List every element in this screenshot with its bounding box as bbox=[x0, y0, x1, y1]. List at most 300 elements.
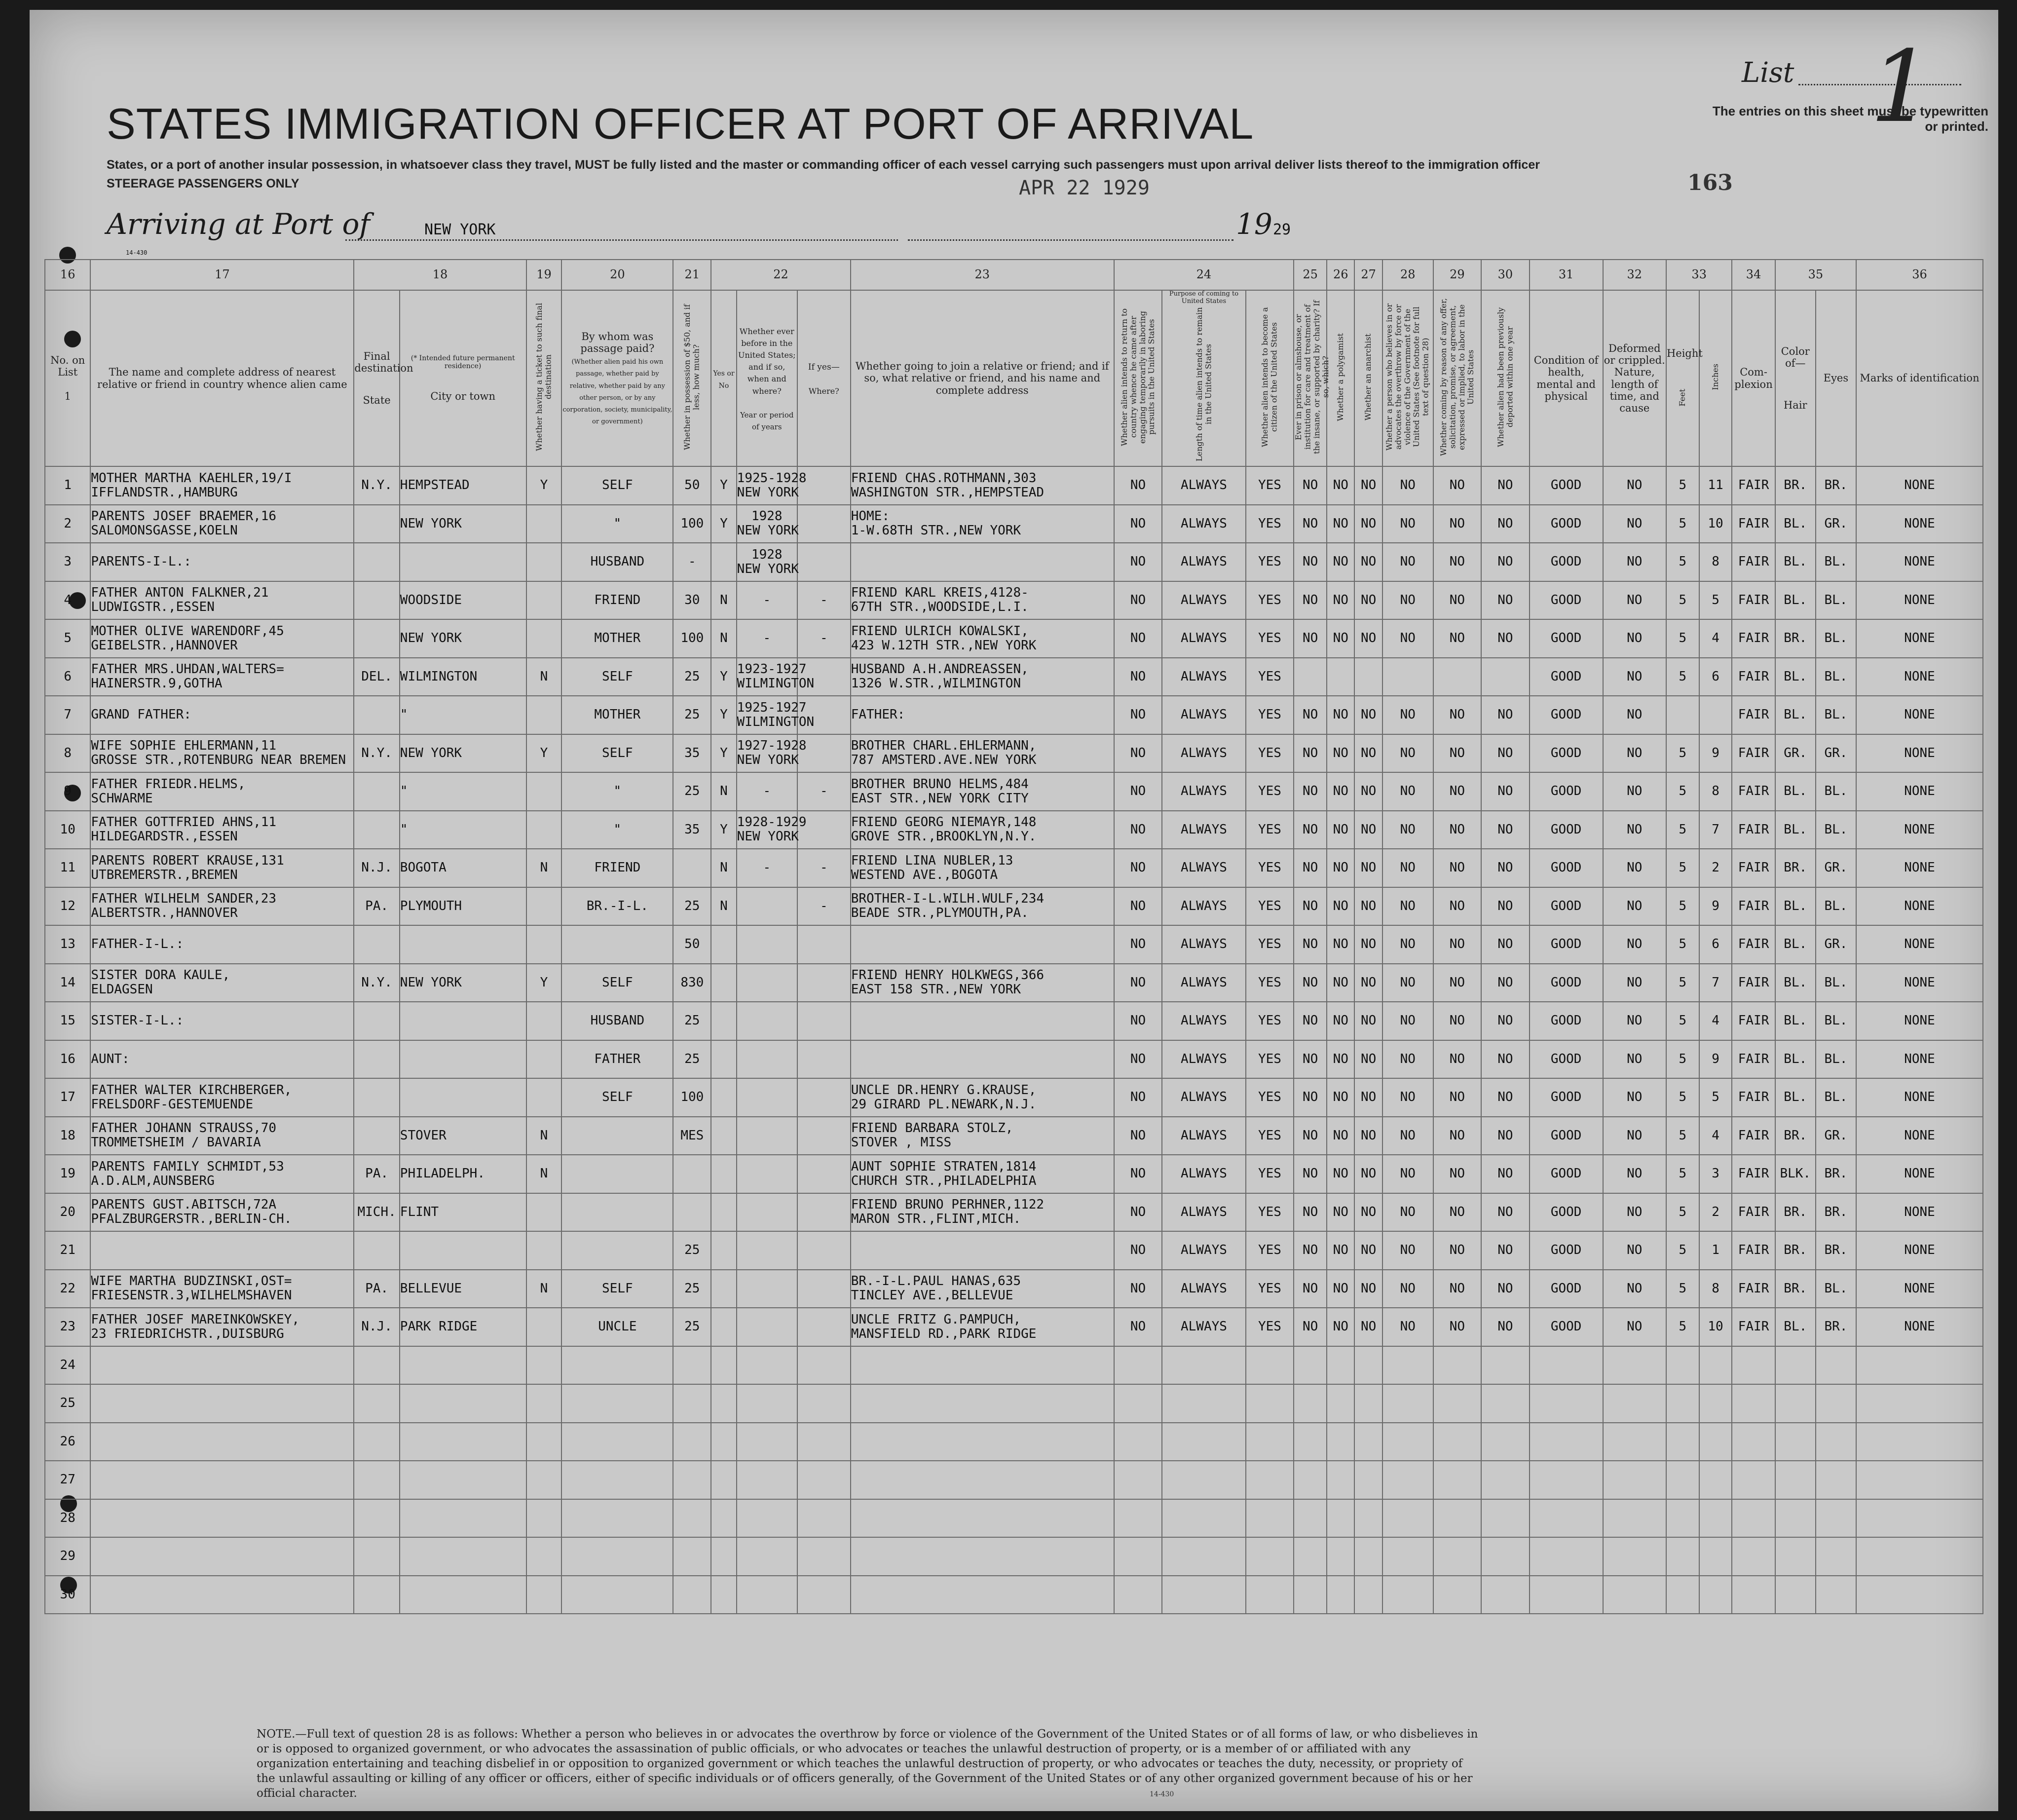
cell-feet bbox=[1666, 696, 1699, 734]
cell-eyes: BL. bbox=[1816, 964, 1856, 1002]
cell-where bbox=[797, 1270, 851, 1308]
cell-where bbox=[797, 1040, 851, 1079]
cell-join: BROTHER BRUNO HELMS,484 EAST STR.,NEW YORK CITY bbox=[851, 772, 1114, 811]
cell-p2: ALWAYS bbox=[1162, 466, 1245, 505]
cell-rel: WIFE MARTHA BUDZINSKI,OST= FRIESENSTR.3,WILHELMSHAVEN bbox=[90, 1270, 354, 1308]
cell-join: FRIEND BRUNO PERHNER,1122 MARON STR.,FLINT,MICH. bbox=[851, 1193, 1114, 1232]
cell-p3: YES bbox=[1246, 1040, 1294, 1079]
cell-marks bbox=[1856, 1576, 1983, 1614]
cell-q25: NO bbox=[1294, 1231, 1327, 1270]
cell-deformed: NO bbox=[1603, 619, 1666, 658]
cell-rel bbox=[90, 1423, 354, 1461]
cell-q27 bbox=[1354, 1423, 1382, 1461]
cell-state bbox=[354, 1117, 399, 1155]
cell-feet bbox=[1666, 1499, 1699, 1538]
cell-years bbox=[737, 1193, 797, 1232]
cell-q29: NO bbox=[1433, 505, 1482, 543]
cell-no: 2 bbox=[45, 505, 90, 543]
cell-years bbox=[737, 1002, 797, 1040]
cell-no: 14 bbox=[45, 964, 90, 1002]
cell-rel: FATHER GOTTFRIED AHNS,11 HILDEGARDSTR.,ESSEN bbox=[90, 811, 354, 849]
cell-marks bbox=[1856, 1384, 1983, 1423]
cell-q25: NO bbox=[1294, 581, 1327, 620]
table-row bbox=[45, 1117, 1983, 1155]
cell-complexion: FAIR bbox=[1732, 1117, 1775, 1155]
cell-money: 830 bbox=[673, 964, 711, 1002]
cell-paid: SELF bbox=[561, 1078, 673, 1117]
cell-join: BROTHER CHARL.EHLERMANN, 787 AMSTERD.AVE.NEW YORK bbox=[851, 734, 1114, 773]
cell-health: GOOD bbox=[1530, 887, 1603, 926]
cell-money: 35 bbox=[673, 734, 711, 773]
col-num: 30 bbox=[1481, 260, 1530, 290]
cell-inches: 1 bbox=[1699, 1231, 1732, 1270]
col-num: 28 bbox=[1382, 260, 1433, 290]
cell-years: - bbox=[737, 581, 797, 620]
cell-money: 100 bbox=[673, 619, 711, 658]
cell-complexion bbox=[1732, 1384, 1775, 1423]
header-money: Whether in possession of $50, and if less, how much? bbox=[673, 290, 711, 466]
cell-join bbox=[851, 1423, 1114, 1461]
cell-health: GOOD bbox=[1530, 466, 1603, 505]
cell-years bbox=[737, 1155, 797, 1193]
cell-state bbox=[354, 811, 399, 849]
cell-complexion: FAIR bbox=[1732, 1193, 1775, 1232]
list-number: 1 bbox=[1870, 30, 1933, 145]
cell-join: BR.-I-L.PAUL HANAS,635 TINCLEY AVE.,BELLEVUE bbox=[851, 1270, 1114, 1308]
cell-q30 bbox=[1481, 1384, 1530, 1423]
cell-q26: NO bbox=[1327, 505, 1354, 543]
cell-hair: BR. bbox=[1775, 1117, 1816, 1155]
cell-hair bbox=[1775, 1576, 1816, 1614]
cell-health: GOOD bbox=[1530, 581, 1603, 620]
cell-q25 bbox=[1294, 658, 1327, 696]
cell-deformed: NO bbox=[1603, 1231, 1666, 1270]
cell-paid bbox=[561, 1155, 673, 1193]
cell-feet: 5 bbox=[1666, 1155, 1699, 1193]
cell-q25 bbox=[1294, 1576, 1327, 1614]
cell-p1: NO bbox=[1114, 1270, 1162, 1308]
cell-feet: 5 bbox=[1666, 581, 1699, 620]
cell-money: 25 bbox=[673, 1308, 711, 1346]
cell-p3: YES bbox=[1246, 925, 1294, 964]
cell-q28: NO bbox=[1382, 734, 1433, 773]
cell-inches bbox=[1699, 1384, 1732, 1423]
cell-paid: SELF bbox=[561, 658, 673, 696]
cell-eyes: BR. bbox=[1816, 1155, 1856, 1193]
cell-p3: YES bbox=[1246, 1193, 1294, 1232]
cell-hair: BL. bbox=[1775, 925, 1816, 964]
cell-city: NEW YORK bbox=[400, 505, 526, 543]
cell-before: N bbox=[711, 887, 736, 926]
cell-q27: NO bbox=[1354, 964, 1382, 1002]
cell-marks: NONE bbox=[1856, 658, 1983, 696]
cell-before bbox=[711, 964, 736, 1002]
cell-city bbox=[400, 1040, 526, 1079]
cell-rel bbox=[90, 1346, 354, 1385]
cell-q26 bbox=[1327, 1537, 1354, 1576]
cell-rel: MOTHER MARTHA KAEHLER,19/I IFFLANDSTR.,HAMBURG bbox=[90, 466, 354, 505]
cell-p1 bbox=[1114, 1537, 1162, 1576]
port-line bbox=[345, 239, 898, 241]
cell-p3: YES bbox=[1246, 619, 1294, 658]
cell-no: 18 bbox=[45, 1117, 90, 1155]
cell-q27: NO bbox=[1354, 543, 1382, 581]
cell-state: N.Y. bbox=[354, 466, 399, 505]
cell-health: GOOD bbox=[1530, 1040, 1603, 1079]
cell-p3: YES bbox=[1246, 1117, 1294, 1155]
cell-deformed: NO bbox=[1603, 1193, 1666, 1232]
cell-health: GOOD bbox=[1530, 1002, 1603, 1040]
cell-complexion: FAIR bbox=[1732, 887, 1775, 926]
cell-state bbox=[354, 1576, 399, 1614]
cell-inches: 4 bbox=[1699, 1117, 1732, 1155]
cell-before bbox=[711, 1384, 736, 1423]
cell-ticket bbox=[526, 1499, 562, 1538]
intro-text: States, or a port of another insular possession, in whatsoever class they travel, MUST be fully listed and the master or commanding officer of each vessel carrying such passengers must upon arrival deliver lists thereof to the immigration officer bbox=[107, 158, 1540, 172]
cell-q28: NO bbox=[1382, 849, 1433, 887]
cell-no: 23 bbox=[45, 1308, 90, 1346]
cell-no: 15 bbox=[45, 1002, 90, 1040]
cell-ticket bbox=[526, 1461, 562, 1499]
cell-before: Y bbox=[711, 811, 736, 849]
cell-state bbox=[354, 581, 399, 620]
cell-deformed: NO bbox=[1603, 925, 1666, 964]
cell-hair: BLK. bbox=[1775, 1155, 1816, 1193]
cell-paid bbox=[561, 1423, 673, 1461]
header-state: Final destination State bbox=[354, 290, 399, 466]
cell-marks: NONE bbox=[1856, 1040, 1983, 1079]
col-num: 25 bbox=[1294, 260, 1327, 290]
cell-ticket: N bbox=[526, 1117, 562, 1155]
cell-before bbox=[711, 1193, 736, 1232]
cell-hair: BL. bbox=[1775, 505, 1816, 543]
cell-city bbox=[400, 1384, 526, 1423]
cell-no: 16 bbox=[45, 1040, 90, 1079]
cell-rel: WIFE SOPHIE EHLERMANN,11 GROSSE STR.,ROTENBURG NEAR BREMEN bbox=[90, 734, 354, 773]
cell-rel: FATHER JOSEF MAREINKOWSKEY, 23 FRIEDRICHSTR.,DUISBURG bbox=[90, 1308, 354, 1346]
cell-ticket bbox=[526, 543, 562, 581]
header-marks: Marks of identification bbox=[1856, 290, 1983, 466]
cell-ticket: N bbox=[526, 1270, 562, 1308]
cell-city: BOGOTA bbox=[400, 849, 526, 887]
cell-feet: 5 bbox=[1666, 1193, 1699, 1232]
cell-deformed: NO bbox=[1603, 1078, 1666, 1117]
cell-q28: NO bbox=[1382, 1002, 1433, 1040]
cell-city: PLYMOUTH bbox=[400, 887, 526, 926]
cell-rel: FATHER JOHANN STRAUSS,70 TROMMETSHEIM / BAVARIA bbox=[90, 1117, 354, 1155]
cell-q30: NO bbox=[1481, 1308, 1530, 1346]
table-row bbox=[45, 1270, 1983, 1308]
cell-marks: NONE bbox=[1856, 925, 1983, 964]
cell-feet: 5 bbox=[1666, 1002, 1699, 1040]
cell-q27 bbox=[1354, 1461, 1382, 1499]
cell-join bbox=[851, 1537, 1114, 1576]
cell-rel: AUNT: bbox=[90, 1040, 354, 1079]
cell-health bbox=[1530, 1576, 1603, 1614]
cell-money: 100 bbox=[673, 505, 711, 543]
cell-ticket bbox=[526, 1346, 562, 1385]
year-suffix: 29 bbox=[1273, 221, 1291, 238]
cell-eyes: BR. bbox=[1816, 466, 1856, 505]
cell-before bbox=[711, 925, 736, 964]
manifest-sheet bbox=[30, 10, 1998, 1811]
cell-paid: " bbox=[561, 505, 673, 543]
cell-join: FATHER: bbox=[851, 696, 1114, 734]
cell-rel bbox=[90, 1576, 354, 1614]
cell-no: 1 bbox=[45, 466, 90, 505]
table-row bbox=[45, 1423, 1983, 1461]
cell-join bbox=[851, 1040, 1114, 1079]
cell-p2: ALWAYS bbox=[1162, 1002, 1245, 1040]
cell-marks bbox=[1856, 1461, 1983, 1499]
table-row bbox=[45, 1155, 1983, 1193]
cell-q28 bbox=[1382, 1576, 1433, 1614]
cell-health: GOOD bbox=[1530, 1193, 1603, 1232]
cell-where bbox=[797, 964, 851, 1002]
cell-q26: NO bbox=[1327, 1155, 1354, 1193]
header-polygamist: Whether a polygamist bbox=[1327, 290, 1354, 466]
cell-state bbox=[354, 543, 399, 581]
cell-q27: NO bbox=[1354, 925, 1382, 964]
cell-q30 bbox=[1481, 1537, 1530, 1576]
cell-inches: 10 bbox=[1699, 1308, 1732, 1346]
cell-join: FRIEND KARL KREIS,4128- 67TH STR.,WOODSIDE,L.I. bbox=[851, 581, 1114, 620]
cell-no: 11 bbox=[45, 849, 90, 887]
table-row bbox=[45, 505, 1983, 543]
cell-money: 25 bbox=[673, 1002, 711, 1040]
cell-q29: NO bbox=[1433, 772, 1482, 811]
cell-rel: FATHER WALTER KIRCHBERGER, FRELSDORF-GESTEMUENDE bbox=[90, 1078, 354, 1117]
cell-q29: NO bbox=[1433, 696, 1482, 734]
cell-p1: NO bbox=[1114, 964, 1162, 1002]
col-num: 33 bbox=[1666, 260, 1732, 290]
cell-q29: NO bbox=[1433, 1040, 1482, 1079]
cell-before: Y bbox=[711, 734, 736, 773]
cell-q25: NO bbox=[1294, 1193, 1327, 1232]
cell-q30 bbox=[1481, 1423, 1530, 1461]
cell-complexion: FAIR bbox=[1732, 1270, 1775, 1308]
cell-deformed: NO bbox=[1603, 1117, 1666, 1155]
cell-q30: NO bbox=[1481, 925, 1530, 964]
cell-eyes: BL. bbox=[1816, 543, 1856, 581]
cell-years: - bbox=[737, 772, 797, 811]
table-row bbox=[45, 1193, 1983, 1232]
cell-join bbox=[851, 1461, 1114, 1499]
cell-paid: FATHER bbox=[561, 1040, 673, 1079]
cell-city bbox=[400, 1499, 526, 1538]
cell-state: PA. bbox=[354, 887, 399, 926]
cell-before bbox=[711, 1537, 736, 1576]
cell-q25 bbox=[1294, 1499, 1327, 1538]
cell-money: 25 bbox=[673, 1270, 711, 1308]
cell-hair: BL. bbox=[1775, 887, 1816, 926]
cell-deformed: NO bbox=[1603, 658, 1666, 696]
cell-q28: NO bbox=[1382, 1270, 1433, 1308]
cell-money: 25 bbox=[673, 772, 711, 811]
cell-q30: NO bbox=[1481, 696, 1530, 734]
cell-q29 bbox=[1433, 1423, 1482, 1461]
cell-q26 bbox=[1327, 1384, 1354, 1423]
header-q29: Whether coming by reason of any offer, solicitation, promise, or agreement, expressed or implied, to labor in the United States bbox=[1433, 290, 1482, 466]
cell-years: 1925-1927 WILMINGTON bbox=[737, 696, 797, 734]
cell-p3: YES bbox=[1246, 1270, 1294, 1308]
cell-rel: FATHER ANTON FALKNER,21 LUDWIGSTR.,ESSEN bbox=[90, 581, 354, 620]
header-anarchist: Whether an anarchist bbox=[1354, 290, 1382, 466]
table-row bbox=[45, 887, 1983, 926]
cell-eyes bbox=[1816, 1384, 1856, 1423]
cell-inches: 4 bbox=[1699, 619, 1732, 658]
cell-money: 100 bbox=[673, 1078, 711, 1117]
cell-q27: NO bbox=[1354, 466, 1382, 505]
cell-inches: 3 bbox=[1699, 1155, 1732, 1193]
col-num: 22 bbox=[711, 260, 850, 290]
cell-inches bbox=[1699, 696, 1732, 734]
cell-health: GOOD bbox=[1530, 1308, 1603, 1346]
cell-money: 50 bbox=[673, 925, 711, 964]
cell-feet bbox=[1666, 1346, 1699, 1385]
cell-q25: NO bbox=[1294, 1078, 1327, 1117]
cell-state bbox=[354, 1461, 399, 1499]
col-num: 20 bbox=[561, 260, 673, 290]
cell-where: - bbox=[797, 619, 851, 658]
cell-where bbox=[797, 1193, 851, 1232]
cell-no: 13 bbox=[45, 925, 90, 964]
cell-eyes: BL. bbox=[1816, 811, 1856, 849]
cell-q28: NO bbox=[1382, 696, 1433, 734]
cell-p2: ALWAYS bbox=[1162, 1155, 1245, 1193]
cell-deformed: NO bbox=[1603, 1155, 1666, 1193]
cell-join: FRIEND ULRICH KOWALSKI, 423 W.12TH STR.,NEW YORK bbox=[851, 619, 1114, 658]
cell-eyes: BL. bbox=[1816, 1040, 1856, 1079]
cell-money bbox=[673, 1461, 711, 1499]
cell-join: FRIEND HENRY HOLKWEGS,366 EAST 158 STR.,NEW YORK bbox=[851, 964, 1114, 1002]
cell-q26: NO bbox=[1327, 1193, 1354, 1232]
cell-p2: ALWAYS bbox=[1162, 925, 1245, 964]
cell-q25 bbox=[1294, 1537, 1327, 1576]
table-row bbox=[45, 466, 1983, 505]
cell-deformed: NO bbox=[1603, 696, 1666, 734]
cell-join: UNCLE FRITZ G.PAMPUCH, MANSFIELD RD.,PARK RIDGE bbox=[851, 1308, 1114, 1346]
cell-ticket bbox=[526, 696, 562, 734]
cell-eyes: BL. bbox=[1816, 619, 1856, 658]
cell-money: - bbox=[673, 543, 711, 581]
cell-paid: MOTHER bbox=[561, 696, 673, 734]
cell-q28: NO bbox=[1382, 925, 1433, 964]
cell-p2: ALWAYS bbox=[1162, 543, 1245, 581]
cell-p1: NO bbox=[1114, 466, 1162, 505]
cell-health: GOOD bbox=[1530, 964, 1603, 1002]
cell-q26: NO bbox=[1327, 887, 1354, 926]
col-num: 19 bbox=[526, 260, 562, 290]
cell-state bbox=[354, 1423, 399, 1461]
form-code: 14-430 bbox=[126, 249, 148, 256]
cell-city bbox=[400, 1537, 526, 1576]
cell-complexion: FAIR bbox=[1732, 696, 1775, 734]
cell-rel: SISTER-I-L.: bbox=[90, 1002, 354, 1040]
cell-state bbox=[354, 772, 399, 811]
cell-years: 1925-1928 NEW YORK bbox=[737, 466, 797, 505]
cell-marks: NONE bbox=[1856, 581, 1983, 620]
col-num: 29 bbox=[1433, 260, 1482, 290]
cell-years bbox=[737, 1461, 797, 1499]
cell-feet: 5 bbox=[1666, 887, 1699, 926]
cell-p3: YES bbox=[1246, 1078, 1294, 1117]
cell-before: Y bbox=[711, 466, 736, 505]
cell-marks: NONE bbox=[1856, 1078, 1983, 1117]
cell-deformed: NO bbox=[1603, 887, 1666, 926]
table-row bbox=[45, 658, 1983, 696]
cell-inches bbox=[1699, 1423, 1732, 1461]
cell-paid bbox=[561, 1537, 673, 1576]
cell-complexion: FAIR bbox=[1732, 543, 1775, 581]
cell-money: 50 bbox=[673, 466, 711, 505]
table-row bbox=[45, 619, 1983, 658]
cell-q25: NO bbox=[1294, 849, 1327, 887]
header-feet: Height Feet bbox=[1666, 290, 1699, 466]
cell-city: NEW YORK bbox=[400, 734, 526, 773]
cell-state bbox=[354, 1078, 399, 1117]
cell-before bbox=[711, 1078, 736, 1117]
cell-state bbox=[354, 925, 399, 964]
cell-q29: NO bbox=[1433, 619, 1482, 658]
cell-before bbox=[711, 1040, 736, 1079]
cell-money bbox=[673, 1576, 711, 1614]
cell-p1: NO bbox=[1114, 658, 1162, 696]
cell-p3 bbox=[1246, 1576, 1294, 1614]
cell-q29: NO bbox=[1433, 849, 1482, 887]
cell-p2 bbox=[1162, 1384, 1245, 1423]
date-line bbox=[908, 239, 1233, 241]
table-row bbox=[45, 1231, 1983, 1270]
cell-deformed bbox=[1603, 1537, 1666, 1576]
cell-city bbox=[400, 543, 526, 581]
cell-no: 21 bbox=[45, 1231, 90, 1270]
cell-health bbox=[1530, 1346, 1603, 1385]
cell-q28: NO bbox=[1382, 964, 1433, 1002]
cell-inches: 5 bbox=[1699, 1078, 1732, 1117]
cell-money bbox=[673, 1384, 711, 1423]
cell-q26: NO bbox=[1327, 772, 1354, 811]
cell-marks: NONE bbox=[1856, 811, 1983, 849]
cell-p1: NO bbox=[1114, 925, 1162, 964]
cell-eyes: BL. bbox=[1816, 696, 1856, 734]
cell-paid bbox=[561, 1576, 673, 1614]
cell-eyes: GR. bbox=[1816, 1117, 1856, 1155]
cell-rel: PARENTS-I-L.: bbox=[90, 543, 354, 581]
cell-city bbox=[400, 1002, 526, 1040]
cell-city bbox=[400, 1423, 526, 1461]
cell-state bbox=[354, 1499, 399, 1538]
header-no-on-list: No. on List 1 bbox=[45, 290, 90, 466]
cell-inches bbox=[1699, 1537, 1732, 1576]
cell-q28: NO bbox=[1382, 1155, 1433, 1193]
cell-deformed bbox=[1603, 1576, 1666, 1614]
cell-deformed: NO bbox=[1603, 543, 1666, 581]
cell-p3 bbox=[1246, 1461, 1294, 1499]
cell-q30: NO bbox=[1481, 1270, 1530, 1308]
cell-q26: NO bbox=[1327, 1078, 1354, 1117]
cell-marks: NONE bbox=[1856, 772, 1983, 811]
cell-eyes: BL. bbox=[1816, 887, 1856, 926]
table-row bbox=[45, 849, 1983, 887]
cell-where bbox=[797, 505, 851, 543]
cell-join: UNCLE DR.HENRY G.KRAUSE, 29 GIRARD PL.NEWARK,N.J. bbox=[851, 1078, 1114, 1117]
cell-deformed: NO bbox=[1603, 1308, 1666, 1346]
cell-state bbox=[354, 1346, 399, 1385]
cell-inches bbox=[1699, 1346, 1732, 1385]
column-header-row bbox=[45, 290, 1983, 466]
cell-state: PA. bbox=[354, 1270, 399, 1308]
